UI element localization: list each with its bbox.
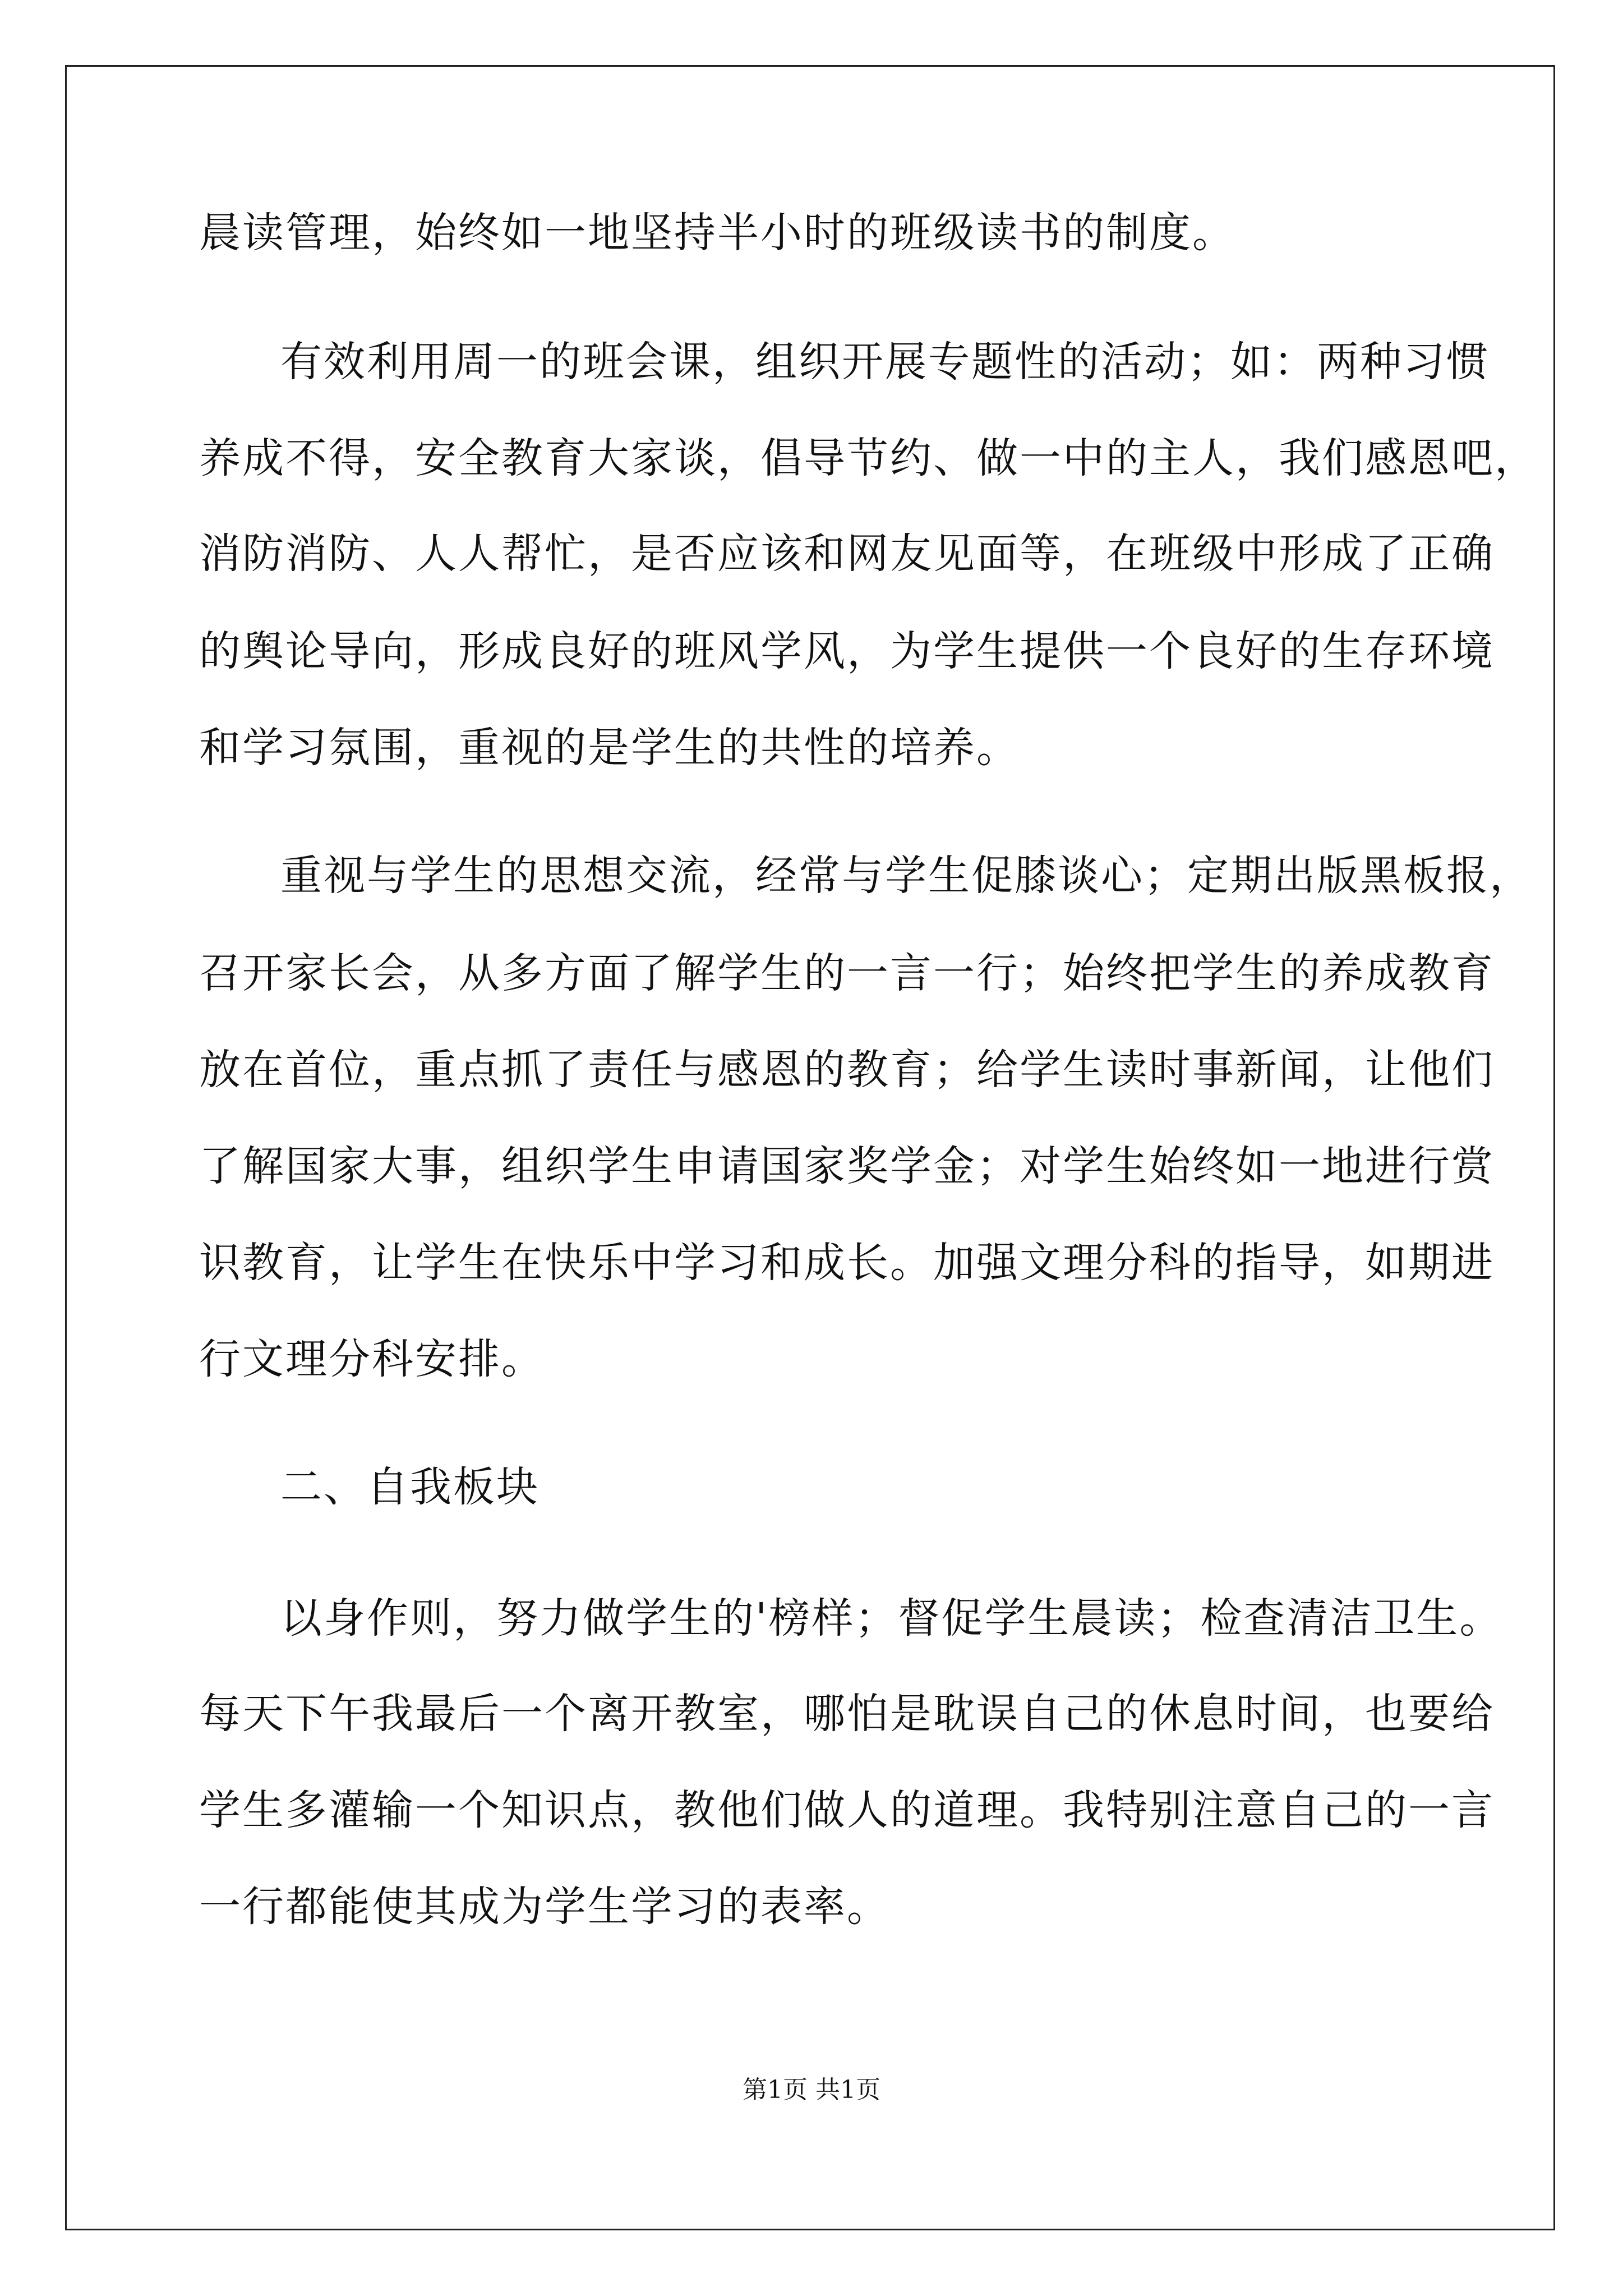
paragraph-2-line-3: 消防消防、人人帮忙，是否应该和网友见面等，在班级中形成了正确 xyxy=(199,530,1495,578)
paragraph-2-line-1: 有效利用周一的班会课，组织开展专题性的活动；如：两种习惯 xyxy=(280,338,1490,386)
paragraph-3-line-6: 行文理分科安排。 xyxy=(199,1335,545,1383)
section-heading: 二、自我板块 xyxy=(280,1463,540,1511)
paragraph-3-line-2: 召开家长会，从多方面了解学生的一言一行；始终把学生的养成教育 xyxy=(199,949,1495,997)
paragraph-3-line-1: 重视与学生的思想交流，经常与学生促膝谈心；定期出版黑板报， xyxy=(280,852,1533,900)
paragraph-4-line-1: 以身作则，努力做学生的'榜样；督促学生晨读；检查清洁卫生。 xyxy=(280,1594,1503,1642)
paragraph-1-line-1: 晨读管理，始终如一地坚持半小时的班级读书的制度。 xyxy=(199,209,1235,257)
paragraph-3-line-4: 了解国家大事，组织学生申请国家奖学金；对学生始终如一地进行赏 xyxy=(199,1142,1495,1190)
paragraph-4-line-4: 一行都能使其成为学生学习的表率。 xyxy=(199,1883,890,1931)
paragraph-3-line-3: 放在首位，重点抓了责任与感恩的教育；给学生读时事新闻，让他们 xyxy=(199,1046,1495,1094)
paragraph-4-line-2: 每天下午我最后一个离开教室，哪怕是耽误自己的休息时间，也要给 xyxy=(199,1690,1495,1738)
paragraph-2-line-4: 的舆论导向，形成良好的班风学风，为学生提供一个良好的生存环境 xyxy=(199,627,1495,675)
paragraph-2-line-5: 和学习氛围，重视的是学生的共性的培养。 xyxy=(199,724,1020,772)
paragraph-4-line-3: 学生多灌输一个知识点，教他们做人的道理。我特别注意自己的一言 xyxy=(199,1786,1495,1834)
paragraph-2-line-2: 养成不得，安全教育大家谈，倡导节约、做一中的主人，我们感恩吧， xyxy=(199,434,1538,482)
paragraph-3-line-5: 识教育，让学生在快乐中学习和成长。加强文理分科的指导，如期进 xyxy=(199,1239,1495,1287)
page-footer: 第1页 共1页 xyxy=(743,2076,880,2104)
